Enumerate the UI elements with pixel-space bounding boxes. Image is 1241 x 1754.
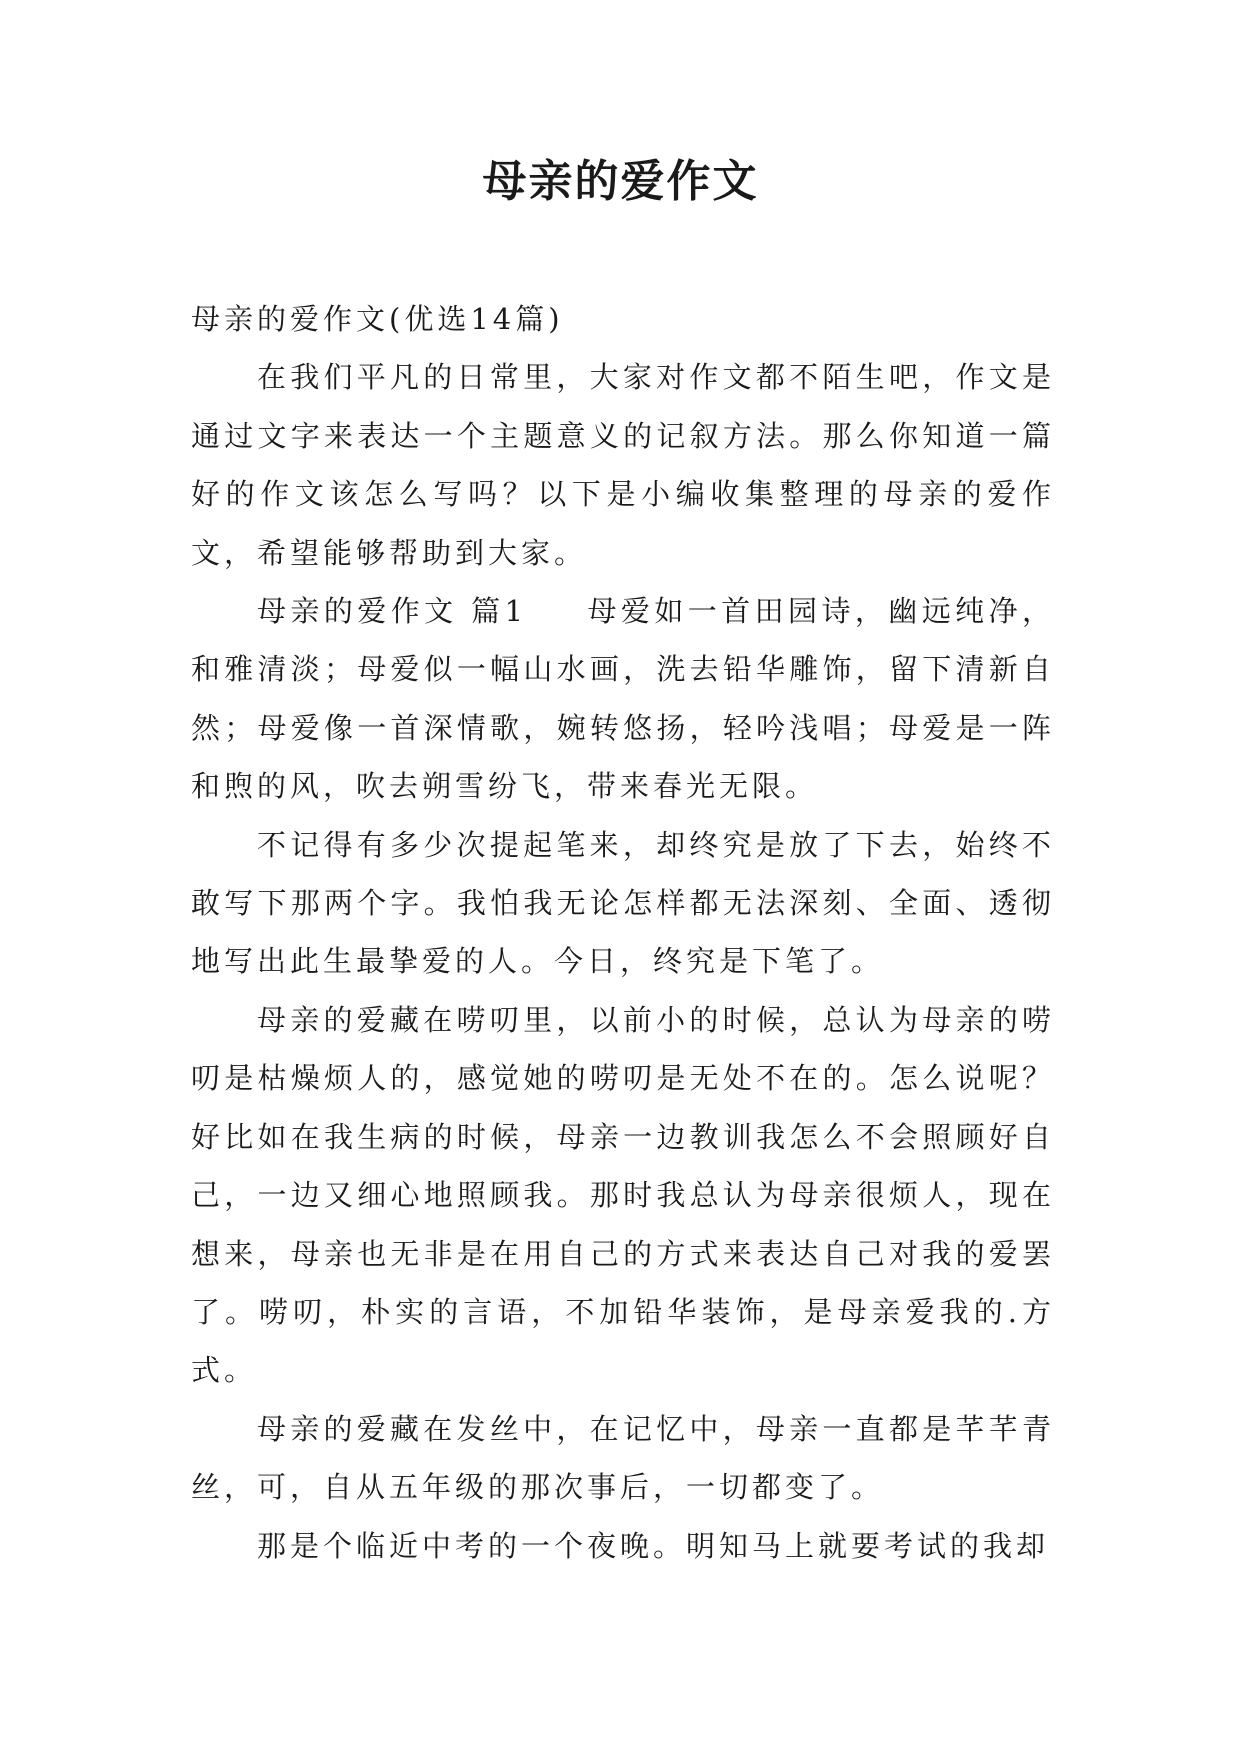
paragraph-intro: 在我们平凡的日常里，大家对作文都不陌生吧，作文是通过文字来表达一个主题意义的记叙方法。那么你知道一篇好的作文该怎么写吗？以下是小编收集整理的母亲的爱作文，希望能够帮助到大家。 bbox=[191, 360, 1055, 570]
paragraph-hair: 母亲的爱藏在发丝中，在记忆中，母亲一直都是芊芊青丝，可，自从五年级的那次事后，一切都变了。 bbox=[191, 1411, 1055, 1505]
section-heading: 母亲的爱作文 篇1 bbox=[257, 594, 528, 629]
document-title: 母亲的爱作文 bbox=[482, 156, 759, 207]
paragraph-section-1 bbox=[191, 582, 1055, 816]
document-subtitle: 母亲的爱作文(优选14篇) bbox=[191, 302, 564, 336]
document-body bbox=[191, 290, 1055, 1575]
paragraph-nagging: 母亲的爱藏在唠叨里，以前小的时候，总认为母亲的唠叨是枯燥烦人的，感觉她的唠叨是无处不在的。怎么说呢？好比如在我生病的时候，母亲一边教训我怎么不会照顾好自己，一边又细心地照顾我。那时我总认为母亲很烦人，现在想来，母亲也无非是在用自己的方式来表达自己对我的爱罢了。唠叨，朴实的言语，不加铅华装饰，是母亲爱我的.方式。 bbox=[191, 1002, 1055, 1388]
paragraph-writing-hesitation: 不记得有多少次提起笔来，却终究是放了下去，始终不敢写下那两个字。我怕我无论怎样都无法深刻、全面、透彻地写出此生最挚爱的人。今日，终究是下笔了。 bbox=[191, 827, 1055, 979]
paragraph-mother-love-metaphor: 母爱如一首田园诗，幽远纯净，和雅清淡；母爱似一幅山水画，洗去铅华雕饰，留下清新自然；母爱像一首深情歌，婉转悠扬，轻吟浅唱；母爱是一阵和煦的风，吹去朔雪纷飞，带来春光无限。 bbox=[191, 594, 1055, 804]
paragraph-exam-night: 那是个临近中考的一个夜晚。明知马上就要考试的我却 bbox=[257, 1528, 1050, 1563]
